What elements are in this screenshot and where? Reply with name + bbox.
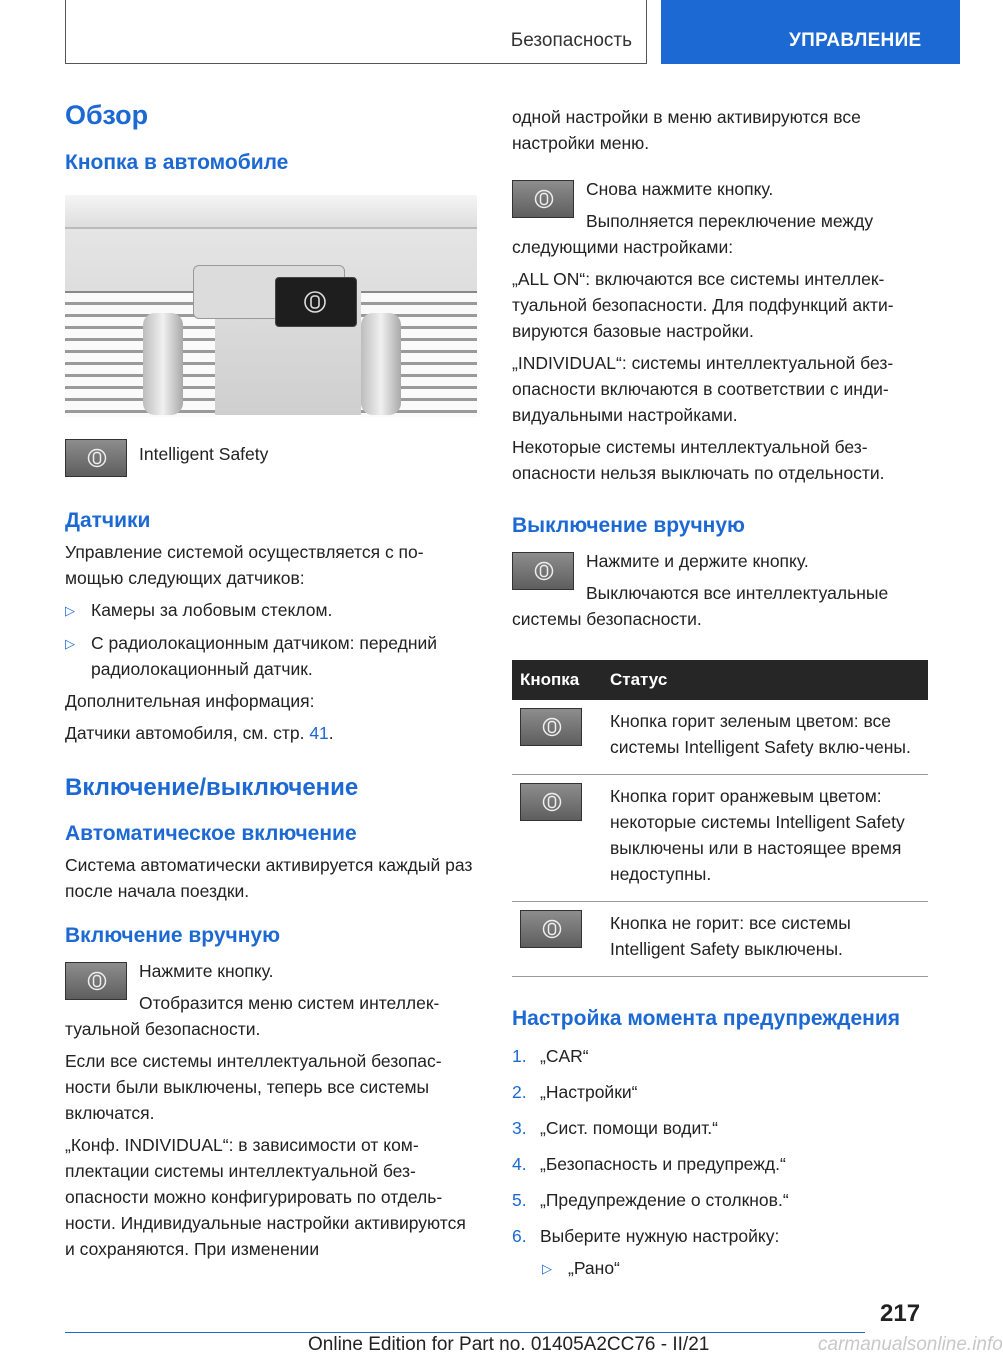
section-tab[interactable] (65, 0, 647, 64)
manual-on-menu: Отобразится меню систем интеллек-туальной безопасности. (65, 993, 440, 1039)
page-link[interactable]: 41 (309, 723, 329, 743)
footer-divider (65, 1332, 865, 1333)
heading-manual-off: Выключение вручную (512, 514, 745, 537)
heading-sensors: Датчики (65, 509, 151, 532)
triangle-bullet-icon: ▷ (65, 636, 75, 651)
safety-button-green (520, 708, 582, 746)
auto-on-text: Система автоматически активируется каждый раз после начала поездки. (65, 855, 473, 901)
section-tab-label: Безопасность (510, 30, 632, 51)
table-header-row (512, 660, 928, 700)
heading-button-in-car: Кнопка в автомобиле (65, 151, 289, 174)
switch-between: Выполняется переключение между следующими настройками: (512, 211, 874, 257)
watermark: carmanualsonline.info (818, 1334, 1003, 1355)
car-safety-icon (87, 448, 107, 468)
heading-warning-timing: Настройка момента предупреждения (512, 1007, 901, 1030)
car-safety-icon (304, 290, 326, 314)
safety-button-image (512, 552, 574, 590)
col-button-header: Кнопка (512, 660, 602, 700)
left-column (65, 100, 477, 1262)
table-row (512, 902, 928, 977)
car-safety-icon (534, 561, 554, 581)
safety-button-image (512, 180, 574, 218)
chapter-tab[interactable] (661, 0, 960, 64)
car-safety-icon (542, 919, 562, 939)
safety-button-image (65, 439, 127, 477)
heading-onoff: Включение/выключение (65, 774, 359, 801)
continuation-text: одной настройки в меню активируются все настройки меню. (512, 107, 861, 153)
chapter-tab-label: УПРАВЛЕНИЕ (789, 30, 922, 51)
table-row (512, 700, 928, 775)
sensors-reference: Датчики автомобиля, см. стр. 41. (65, 723, 334, 743)
right-column (512, 100, 928, 1282)
car-safety-icon (542, 717, 562, 737)
car-safety-icon (534, 189, 554, 209)
status-text: Кнопка горит оранжевым цветом: некоторые системы Intelligent Safety выключены или в настоящее время недоступны. (610, 786, 905, 884)
manual-off-press: Нажмите и держите кнопку. (586, 551, 809, 571)
press-again-row (512, 176, 928, 260)
press-again: Снова нажмите кнопку. (586, 179, 774, 199)
list-item: ▷ С радиолокационным датчиком: передний радиолокационный датчик. (65, 630, 477, 682)
more-info: Дополнительная информация: (65, 691, 315, 711)
triangle-bullet-icon: ▷ (65, 603, 75, 618)
manual-off-row (512, 548, 928, 632)
manual-on-all-off: Если все системы интеллектуальной безопас-ности были выключены, теперь все системы включатся. (65, 1051, 442, 1123)
list-item: 5. „Предупреждение о столкнов.“ (512, 1190, 789, 1210)
manual-on-row (65, 958, 477, 1042)
list-item: 6. Выберите нужную настройку: (512, 1226, 780, 1246)
car-safety-icon (87, 971, 107, 991)
table-row (512, 775, 928, 902)
status-text: Кнопка не горит: все системы Intelligent Safety выключены. (610, 913, 851, 959)
triangle-bullet-icon: ▷ (542, 1261, 552, 1276)
individual-text: „INDIVIDUAL“: системы интеллектуальной без-опасности включаются в соответствии с инди-видуальными настройками. (512, 353, 894, 425)
safety-button-photo (275, 277, 357, 327)
list-item: ▷ „Рано“ (512, 1255, 928, 1282)
list-item: 2. „Настройки“ (512, 1082, 638, 1102)
safety-button-orange (520, 783, 582, 821)
safety-button-image (65, 962, 127, 1000)
list-item: 4. „Безопасность и предупрежд.“ (512, 1154, 786, 1174)
some-cannot-text: Некоторые системы интеллектуальной без-опасности нельзя выключать по отдельности. (512, 437, 885, 483)
safety-button-off (520, 910, 582, 948)
car-safety-icon (542, 792, 562, 812)
heading-auto-on: Автоматическое включение (65, 822, 357, 845)
edition-footer: Online Edition for Part no. 01405A2CC76 - II/21 (308, 1334, 710, 1355)
list-item: 1. „CAR“ (512, 1046, 589, 1066)
dashboard-photo (65, 195, 477, 415)
sensors-text: Управление системой осуществляется с по-мощью следующих датчиков: (65, 542, 424, 588)
list-item: 3. „Сист. помощи водит.“ (512, 1118, 718, 1138)
page-number: 217 (880, 1300, 921, 1327)
button-caption: Intelligent Safety (139, 444, 269, 464)
manual-on-press: Нажмите кнопку. (139, 961, 274, 981)
col-status-header: Статус (602, 660, 928, 700)
manual-on-individual: „Конф. INDIVIDUAL“: в зависимости от ком-плектации системы интеллектуальной без-опасности можно конфигурировать по отдель-ности. Индивидуальные настройки активируются и сохраняются. При изменении (65, 1135, 466, 1259)
heading-manual-on: Включение вручную (65, 924, 281, 947)
intelligent-safety-row (65, 435, 477, 481)
list-item: ▷ Камеры за лобовым стеклом. (65, 597, 477, 624)
manual-off-result: Выключаются все интеллектуальные системы безопасности. (512, 583, 889, 629)
status-text: Кнопка горит зеленым цветом: все системы Intelligent Safety вклю-чены. (610, 711, 911, 757)
all-on-text: „ALL ON“: включаются все системы интеллек-туальной безопасности. Для подфункций акти-вируются базовые настройки. (512, 269, 894, 341)
heading-overview: Обзор (65, 100, 149, 130)
status-table (512, 660, 928, 977)
